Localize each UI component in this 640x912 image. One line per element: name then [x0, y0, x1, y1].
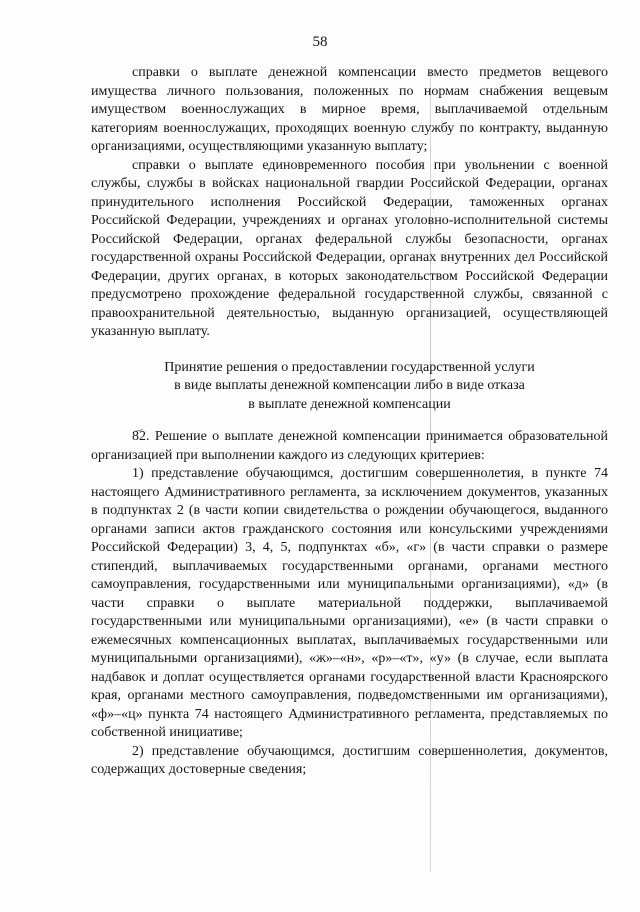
paragraph-82: 82. Решение о выплате денежной компенсации принимается образовательной организацией при выполнении каждого из следующих критериев: — [91, 429, 608, 463]
heading-line-1: Принятие решения о предоставлении государственной услуги — [164, 359, 535, 375]
criterion-2: 2) представление обучающимся, достигшим совершеннолетия, документов, содержащих достоверные сведения; — [91, 743, 608, 777]
criterion-1: 1) представление обучающимся, достигшим совершеннолетия, в пункте 74 настоящего Административного регламента, за исключением документов, указанных в подпунктах 2 (в части копии свидетельства о рождении обучающегося, выданного органами записи актов гражданского состояния или консульскими учреждениями Российской Федерации) 3, 4, 5, подпунктах «б», «г» (в части справки о размере стипендий, выплачиваемых государственными органами, органами местного самоуправления, государственными или муниципальными организациями), «д» (в части справки о выплате материальной поддержки, выплачиваемой государственными или муниципальными организациями), «е» (в части справки о ежемесячных компенсационных выплатах, выплачиваемых государственными или муниципальными организациями), «ж»–«н», «р»–«т», «у» (в случае, если выплата надбавок и доплат осуществляется органами государственной власти Красноярского края, органами местного самоуправления, подведомственными им организациями), «ф»–«ц» пункта 74 настоящего Административного регламента, представляемых по собственной инициативе; — [91, 466, 608, 740]
document-body — [91, 64, 608, 780]
paragraph-compensation-certificate: справки о выплате денежной компенсации вместо предметов вещевого имущества личного пользования, положенных по нормам снабжения вещевым имуществом военнослужащих в мирное время, выплачиваемой отдельным категориям военнослужащих, проходящих военную службу по контракту, выданную организациями, осуществляющими указанную выплату; — [91, 65, 608, 154]
section-heading — [91, 359, 608, 415]
heading-line-3: в выплате денежной компенсации — [248, 396, 451, 412]
page-number: 58 — [312, 34, 328, 50]
heading-line-2: в виде выплаты денежной компенсации либо в виде отказа — [174, 378, 525, 393]
paragraph-lump-sum-certificate: справки о выплате единовременного пособия при увольнении с военной службы, службы в войсках национальной гвардии Российской Федерации, органах принудительного исполнения Российской Федерации, таможенных органах Российской Федерации, учреждениях и органах уголовно-исполнительной системы Российской Федерации, органах федеральной службы безопасности, органах государственной охраны Российской Федерации, органах внутренних дел Российской Федерации, других органах, в которых законодательством Российской Федерации предусмотрено прохождение федеральной государственной службы, связанной с правоохранительной деятельностью, выданную организацией, осуществляющей указанную выплату. — [91, 157, 608, 339]
